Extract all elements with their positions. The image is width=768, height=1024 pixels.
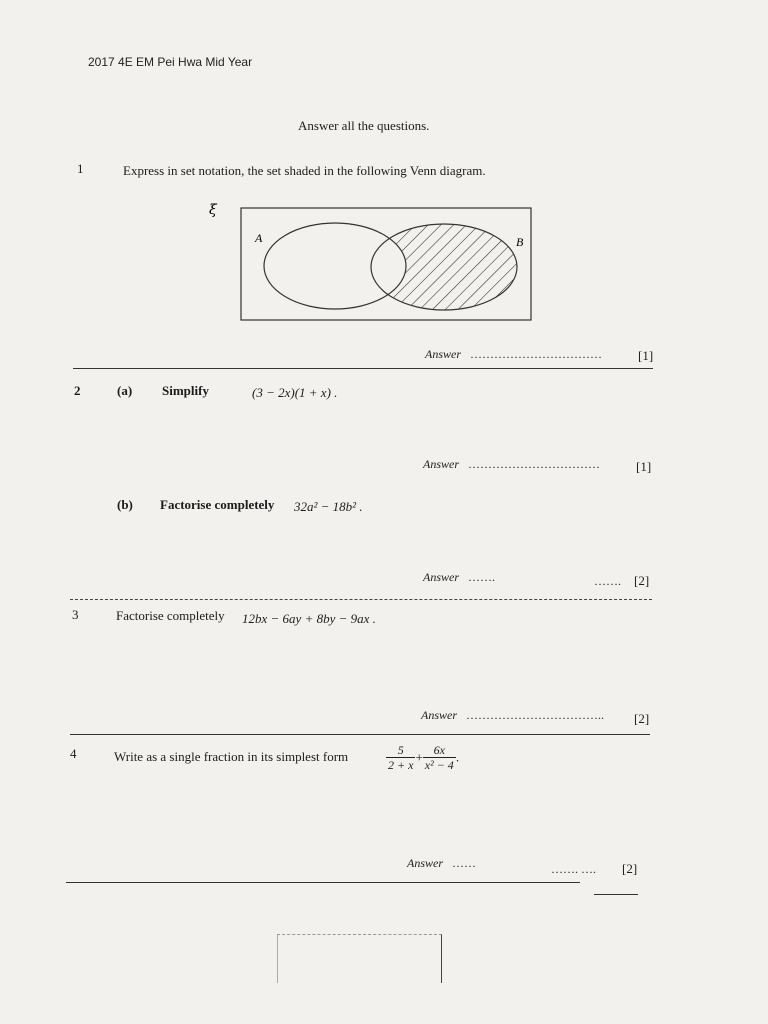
label-a: A (255, 231, 263, 245)
q2b-marks: [2] (634, 573, 650, 588)
divider (70, 734, 650, 735)
q4-text: Write as a single fraction in its simplest form (114, 749, 349, 764)
q4-answer-line[interactable]: Answer …… (407, 856, 476, 870)
q2b-label: (b) (117, 497, 133, 512)
q2a-verb: Simplify (162, 383, 209, 398)
q2-number: 2 (74, 383, 81, 398)
q2a-label: (a) (117, 383, 133, 398)
q4-number: 4 (70, 746, 77, 761)
divider (73, 368, 653, 369)
q4-answer-dots-end: ……. …. (551, 862, 596, 876)
divider (594, 894, 638, 895)
q3-expression: 12bx − 6ay + 8by − 9ax . (242, 611, 376, 626)
q2b-verb: Factorise completely (160, 497, 275, 512)
q2a-answer-line[interactable]: Answer …………………………… (423, 457, 600, 471)
q2a-expression: (3 − 2x)(1 + x) . (252, 385, 338, 400)
q2b-answer-line[interactable]: Answer ……. (423, 570, 495, 584)
q1-marks: [1] (638, 348, 654, 363)
q1-number: 1 (77, 161, 84, 176)
fraction-2: $\frac{6x}{\text{x² − 4}}$ (424, 743, 454, 772)
venn-diagram (200, 198, 540, 332)
divider (66, 882, 580, 883)
label-b: B (516, 235, 524, 249)
period: . (455, 749, 460, 765)
q3-number: 3 (72, 607, 79, 622)
universal-symbol: ξ (209, 202, 217, 218)
document-header: 2017 4E EM Pei Hwa Mid Year (88, 55, 253, 69)
q4-marks: [2] (622, 861, 638, 876)
q4-expression (386, 743, 459, 772)
q1-text: Express in set notation, the set shaded in the following Venn diagram. (123, 163, 486, 178)
plus-sign: + (415, 749, 423, 765)
q3-marks: [2] (634, 711, 650, 726)
divider (70, 599, 652, 600)
q3-answer-line[interactable]: Answer …………………………….. (421, 708, 604, 722)
instruction: Answer all the questions. (298, 118, 430, 133)
fraction-1: $\frac{5}{2 + x}$ (388, 743, 414, 772)
q2b-expression: 32a² − 18b² . (294, 499, 363, 514)
q3-verb: Factorise completely (116, 608, 225, 623)
q2a-marks: [1] (636, 459, 652, 474)
score-box (277, 934, 442, 983)
q2b-answer-dots-end: ……. (594, 574, 621, 588)
q1-answer-line[interactable]: Answer …………………………… (425, 347, 602, 361)
